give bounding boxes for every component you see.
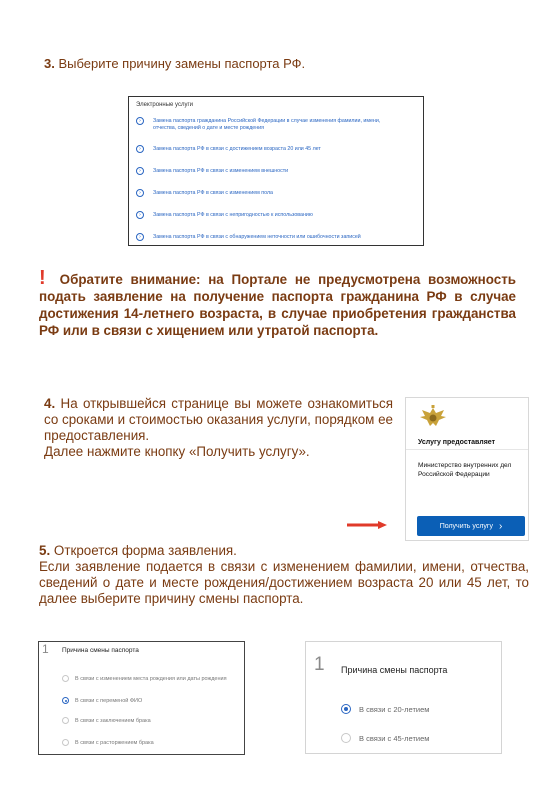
step-number: 5.: [39, 543, 51, 558]
radio-icon[interactable]: [62, 675, 69, 682]
provider-name: Министерство внутренних дел Российской Федерации: [418, 462, 512, 478]
step-5-text: [39, 543, 529, 607]
exclamation-icon: !: [39, 267, 46, 289]
radio-selected-icon[interactable]: [62, 697, 69, 704]
chevron-circle-icon: ›: [136, 167, 144, 175]
step-number: 4.: [44, 396, 56, 411]
service-provider-card: [405, 397, 529, 541]
step-text: Выберите причину замены паспорта РФ.: [58, 56, 306, 71]
radio-icon[interactable]: [62, 739, 69, 746]
radio-selected-icon[interactable]: [341, 704, 351, 714]
notice-text: Обратите внимание: на Портале не предусмотрена возможность подать заявление на получение паспорта гражданина РФ в случае достижения 14-летнего возраста, в случае приобретения гражданства РФ или в связи с хищением или утратой паспорта.: [39, 272, 516, 338]
step-index: 1: [42, 642, 49, 656]
form-title: Причина смены паспорта: [62, 647, 139, 654]
reason-form-age: 1 Причина смены паспорта В связи с 20-летием В связи с 45-летием: [305, 641, 502, 754]
radio-icon[interactable]: [341, 733, 351, 743]
reason-form-fio: 1 Причина смены паспорта В связи с изменением места рождения или даты рождения В связи с переменой ФИО В связи с заключением брака В связи с расторжением брака: [38, 641, 245, 755]
step-number: 3.: [44, 56, 55, 71]
radio-icon[interactable]: [62, 717, 69, 724]
arrow-right-icon: [347, 521, 387, 529]
chevron-circle-icon: ›: [136, 233, 144, 241]
chevron-circle-icon: ›: [136, 211, 144, 219]
chevron-right-icon: ›: [498, 520, 503, 532]
chevron-circle-icon: ›: [136, 145, 144, 153]
divider: [406, 449, 528, 450]
chevron-circle-icon: ›: [136, 189, 144, 197]
services-screenshot: Электронные услуги › Замена паспорта гражданина Российской Федерации в случае изменения фамилии, имени, отчества, сведений о дате и месте рождения › Замена паспорта РФ в связи с достижением возраста 20 или 45 лет › Замена паспорта РФ в связи с изменением внешности › Замена паспорта РФ в связи с изменением пола › Замена паспорта РФ в связи с непригодностью к использованию › Замена паспорта РФ в связи с обнаружением неточности или ошибочности записей: [128, 96, 424, 246]
step-text-2: Далее нажмите кнопку «Получить услугу».: [44, 444, 310, 459]
step-index: 1: [314, 654, 325, 675]
step-text: На открывшейся странице вы можете ознакомиться со сроками и стоимостью оказания услуги, порядком ее предоставления.: [44, 396, 393, 443]
services-header: Электронные услуги: [136, 102, 193, 108]
get-service-label: Получить услугу: [439, 522, 493, 530]
step-4-text: [44, 396, 393, 460]
get-service-button[interactable]: [417, 516, 525, 536]
provider-label: Услугу предоставляет: [418, 439, 496, 446]
form-title: Причина смены паспорта: [341, 665, 448, 675]
step-3-heading: [44, 56, 305, 71]
notice: [39, 267, 516, 339]
step-text: Откроется форма заявления.: [53, 543, 237, 558]
emblem-icon: [418, 404, 448, 430]
chevron-circle-icon: ›: [136, 117, 144, 125]
step-text-2: Если заявление подается в связи с изменением фамилии, имени, отчества, сведений о дате и месте рождения/достижением возраста 20 или 45 лет, то далее выберите причину смены паспорта.: [39, 559, 529, 606]
